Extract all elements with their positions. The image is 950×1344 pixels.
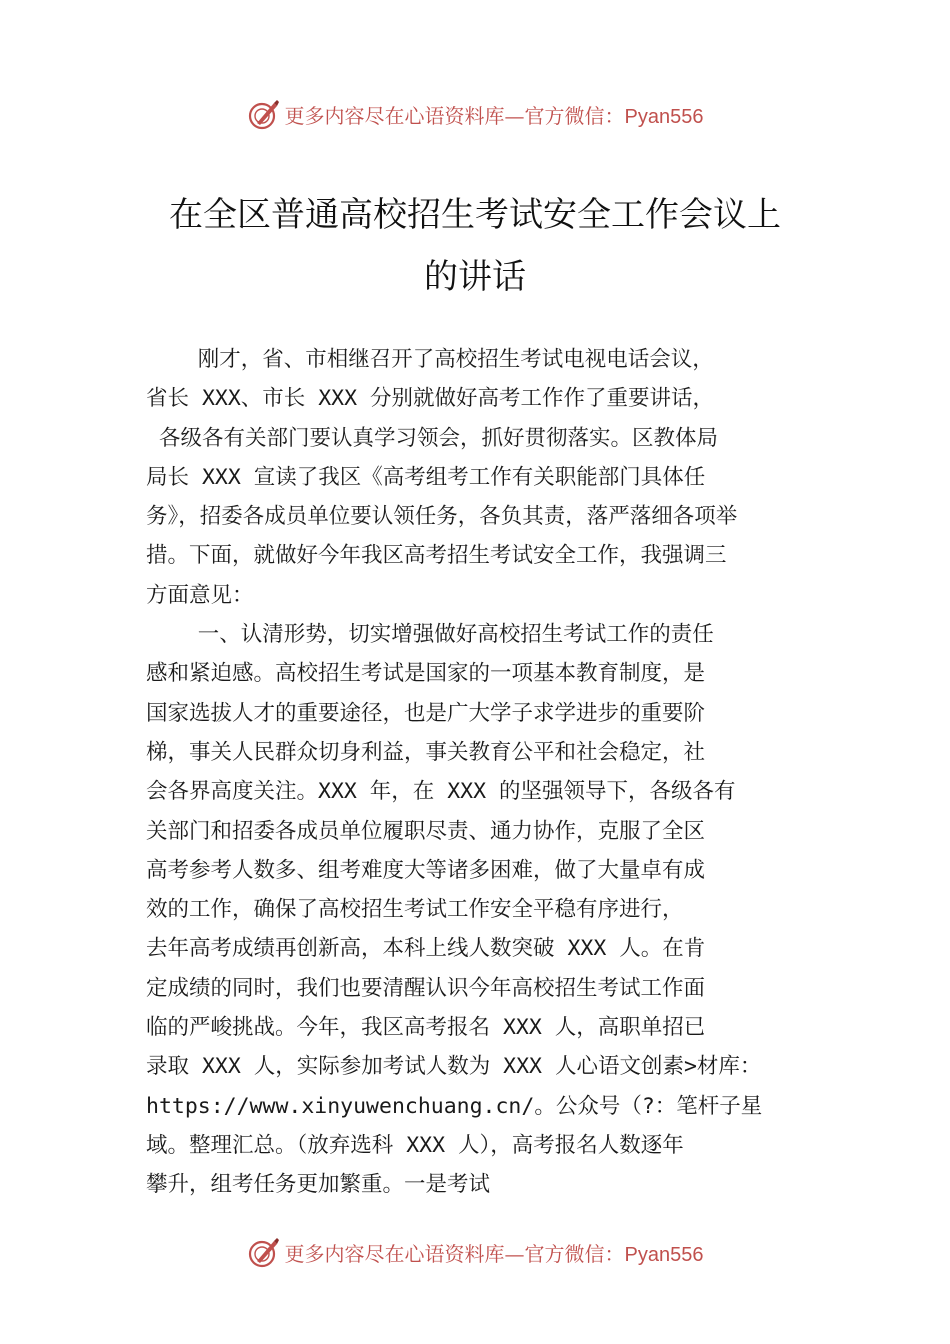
body-line: 效的工作，确保了高校招生考试工作安全平稳有序进行， (146, 897, 684, 923)
body-line: 域。整理汇总。（放弃选科 XXX 人），高考报名人数逐年 (146, 1132, 684, 1158)
body-line: 刚才，省、市相继召开了高校招生考试电视电话会议， (146, 347, 714, 372)
body-line: 各级各有关部门要认真学习领会，抓好贯彻落实。区教体局 (146, 425, 718, 451)
body-line: 措。下面，就做好今年我区高考招生考试安全工作，我强调三 (146, 543, 727, 569)
body-line: 去年高考成绩再创新高，本科上线人数突破 XXX 人。在肯 (146, 936, 706, 962)
body-line: 关部门和招委各成员单位履职尽责、通力协作，克服了全区 (146, 818, 706, 844)
body-line: 一、认清形势，切实增强做好高校招生考试工作的责任 (146, 622, 714, 648)
document-title (100, 184, 850, 308)
footer-watermark-banner (0, 1232, 950, 1272)
body-line: 高考参考人数多、组考难度大等诸多困难，做了大量卓有成 (146, 857, 706, 883)
title-line-1: 在全区普通高校招生考试安全工作会议上 (169, 195, 781, 235)
body-line: 会各界高度关注。XXX 年，在 XXX 的坚强领导下，各级各有 (146, 779, 736, 805)
body-line: 梯，事关人民群众切身利益，事关教育公平和社会稳定，社 (146, 739, 706, 765)
body-line: 录取 XXX 人，实际参加考试人数为 XXX 人心语文创素>材库： (146, 1054, 762, 1080)
body-line: 省长 XXX、市长 XXX 分别就做好高考工作作了重要讲话， (146, 386, 714, 412)
header-watermark-banner (0, 94, 950, 134)
body-line: 感和紧迫感。高校招生考试是国家的一项基本教育制度，是 (146, 661, 706, 687)
pen-circle-logo-icon (247, 1235, 281, 1269)
body-line: 攀升，组考任务更加繁重。一是考试 (146, 1172, 491, 1198)
watermark-text: 更多内容尽在心语资料库—官方微信：Pyan556 (284, 103, 704, 128)
body-line: 方面意见： (146, 582, 254, 608)
document-body (146, 340, 836, 1205)
wechat-id: Pyan556 (624, 105, 704, 128)
title-line-2: 的讲话 (424, 257, 526, 297)
body-line: 国家选拔人才的重要途径，也是广大学子求学进步的重要阶 (146, 700, 706, 726)
watermark-text: 更多内容尽在心语资料库—官方微信：Pyan556 (284, 1241, 704, 1266)
body-line: 务》，招委各成员单位要认领任务，各负其责，落严落细各项举 (146, 504, 738, 530)
wechat-id: Pyan556 (624, 1243, 704, 1266)
body-line: 定成绩的同时，我们也要清醒认识今年高校招生考试工作面 (146, 975, 706, 1001)
pen-circle-logo-icon (247, 97, 281, 131)
body-line: https://www.xinyuwenchuang.cn/。公众号（?：笔杆子星 (146, 1093, 763, 1119)
body-line: 临的严峻挑战。今年，我区高考报名 XXX 人，高职单招已 (146, 1015, 706, 1041)
body-line: 局长 XXX 宣读了我区《高考组考工作有关职能部门具体任 (146, 464, 706, 490)
